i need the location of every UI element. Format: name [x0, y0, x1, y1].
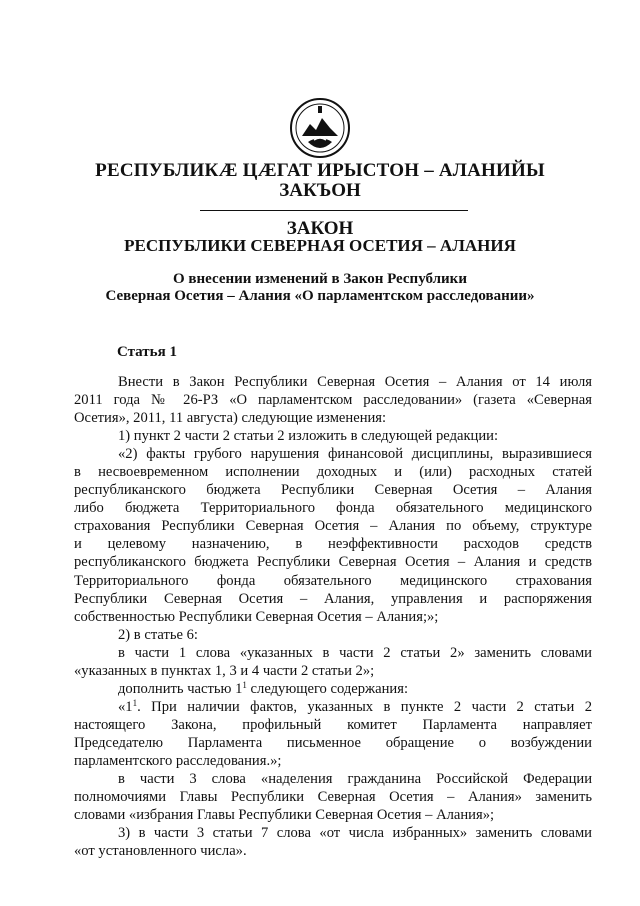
superscript: 1: [132, 697, 138, 708]
body-line: Территориального фонда обязательного медицинского страхования: [74, 572, 592, 589]
header-law-russian: ЗАКОН: [286, 218, 354, 239]
body-line: [74, 680, 592, 698]
body-text: следующего содержания:: [246, 680, 409, 697]
body-text: дополнить частью 1: [118, 680, 243, 697]
header-law-ossetian: ЗАКЪОН: [279, 180, 361, 201]
body-line: и целевому назначению, в неэффективности расходов средств: [74, 536, 592, 553]
body-line: Внести в Закон Республики Северная Осетия – Алания от 14 июля: [118, 374, 592, 390]
body-line: собственностью Республики Северная Осетия – Алания;»;: [74, 608, 439, 625]
header-line-ossetian: РЕСПУБЛИКÆ ЦÆГАТ ИРЫСТОН – АЛАНИЙЫ: [95, 160, 545, 181]
body-line: 2011 года № 26-РЗ «О парламентском расследовании» (газета «Северная: [74, 392, 592, 409]
body-line: Председателю Парламента письменное обращение о возбуждении: [74, 734, 592, 751]
body-line: «указанных в пунктах 1, 3 и 4 части 2 статьи 2»;: [74, 662, 375, 679]
body-line: [74, 698, 592, 716]
body-line: республиканского бюджета Республики Северная Осетия – Алания: [74, 482, 592, 499]
body-line: в части 3 слова «наделения гражданина Российской Федерации: [118, 771, 592, 788]
document-body: [74, 373, 592, 860]
body-line: парламентского расследования.»;: [74, 752, 282, 769]
superscript: 1: [242, 679, 247, 690]
body-line: либо бюджета Территориального фонда обязательного медицинского: [74, 500, 592, 517]
body-line: «2) факты грубого нарушения финансовой дисциплины, выразившиеся: [118, 446, 592, 463]
body-line: в несвоевременном исполнении доходных и (или) расходных статей: [74, 464, 592, 481]
document-title-line1: О внесении изменений в Закон Республики: [173, 271, 467, 287]
article-title: Статья 1: [117, 344, 177, 360]
body-line: республиканского бюджета Республики Северная Осетия – Алания и средств: [74, 554, 592, 571]
body-text: . При наличии фактов, указанных в пункте 2 части 2 статьи 2: [137, 698, 592, 715]
coat-of-arms-icon: [288, 96, 352, 160]
body-line: Осетия», 2011, 11 августа) следующие изменения:: [74, 410, 387, 427]
header-republic-russian: РЕСПУБЛИКИ СЕВЕРНАЯ ОСЕТИЯ – АЛАНИЯ: [124, 236, 516, 255]
body-line: полномочиями Главы Республики Северная Осетия – Алания» заменить: [74, 789, 592, 806]
document-title-line2: Северная Осетия – Алания «О парламентском расследовании»: [105, 288, 535, 304]
body-text: «1: [118, 698, 133, 715]
body-line: «от установленного числа».: [74, 843, 247, 860]
body-line: Республики Северная Осетия – Алания, управления и распоряжения: [74, 590, 592, 607]
body-line: словами «избрания Главы Республики Северная Осетия – Алания»;: [74, 807, 495, 824]
body-line: 3) в части 3 статьи 7 слова «от числа избранных» заменить словами: [118, 825, 592, 842]
body-line: страхования Республики Северная Осетия – Алания по объему, структуре: [74, 518, 592, 535]
header-divider: [200, 210, 468, 211]
body-line: настоящего Закона, профильный комитет Парламента направляет: [74, 716, 592, 733]
body-line: 2) в статье 6:: [118, 626, 198, 643]
body-line: в части 1 слова «указанных в части 2 статьи 2» заменить словами: [118, 644, 592, 661]
body-line: 1) пункт 2 части 2 статьи 2 изложить в следующей редакции:: [118, 428, 499, 445]
